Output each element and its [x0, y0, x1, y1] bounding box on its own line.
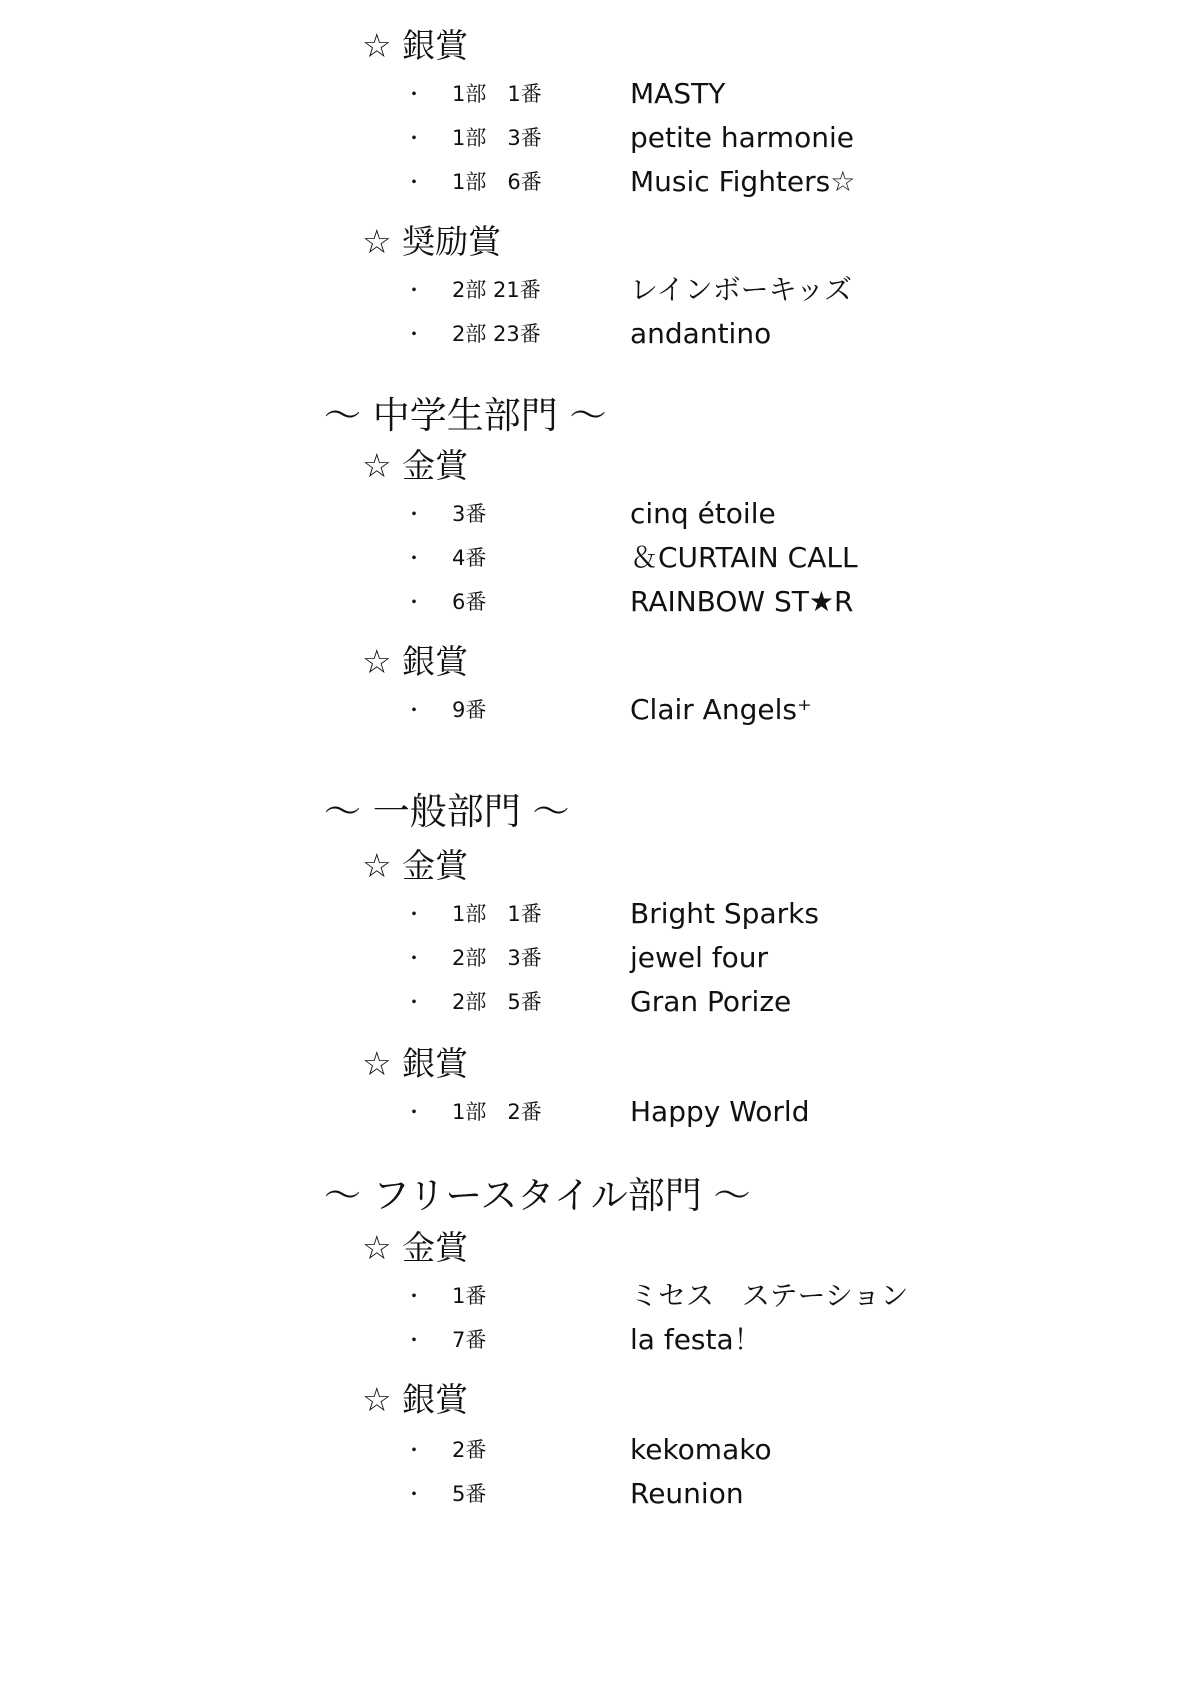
- entry-number: 4番: [452, 546, 487, 570]
- entry-name: ミセス ステーション: [630, 1279, 909, 1312]
- entry-name: Gran Porize: [630, 985, 792, 1018]
- list-item: [404, 120, 1164, 156]
- bullet: ・: [404, 82, 424, 106]
- entry-number: 2部 21番: [452, 278, 541, 302]
- bullet: ・: [404, 322, 424, 346]
- list-item: [404, 164, 1164, 200]
- entry-name: レインボーキッズ: [630, 273, 853, 306]
- list-item: [404, 1432, 1164, 1468]
- entry-number: 1部 1番: [452, 902, 542, 926]
- bullet: ・: [404, 1438, 424, 1462]
- bullet: ・: [404, 1284, 424, 1308]
- award-title: ☆ 銀賞: [362, 1044, 469, 1083]
- list-item: [404, 76, 1164, 112]
- list-item: [404, 272, 1164, 308]
- award-title: ☆ 銀賞: [362, 26, 469, 65]
- entry-name: kekomako: [630, 1433, 772, 1466]
- entry-name: Reunion: [630, 1477, 744, 1510]
- entry-number: 7番: [452, 1328, 487, 1352]
- entry-name: Bright Sparks: [630, 897, 819, 930]
- entry-name: ＆CURTAIN CALL: [630, 541, 858, 574]
- entry-number: 3番: [452, 502, 487, 526]
- entry-number: 2部 23番: [452, 322, 541, 346]
- entry-number: 1部 2番: [452, 1100, 542, 1124]
- list-item: [404, 692, 1164, 728]
- list-item: [404, 540, 1164, 576]
- entry-name: cinq étoile: [630, 497, 776, 530]
- award-title: ☆ 奨励賞: [362, 222, 502, 261]
- entry-number: 2部 5番: [452, 990, 542, 1014]
- entry-name: Happy World: [630, 1095, 810, 1128]
- entry-name: andantino: [630, 317, 772, 350]
- bullet: ・: [404, 1482, 424, 1506]
- entry-number: 2番: [452, 1438, 487, 1462]
- award-title: ☆ 銀賞: [362, 642, 469, 681]
- award-title: ☆ 金賞: [362, 846, 469, 885]
- award-title: ☆ 銀賞: [362, 1380, 469, 1419]
- division-heading: ～ フリースタイル部門 ～: [324, 1174, 751, 1217]
- bullet: ・: [404, 902, 424, 926]
- entry-number: 1番: [452, 1284, 487, 1308]
- list-item: [404, 496, 1164, 532]
- bullet: ・: [404, 278, 424, 302]
- entry-number: 1部 1番: [452, 82, 542, 106]
- entry-name: MASTY: [630, 77, 726, 110]
- list-item: [404, 940, 1164, 976]
- list-item: [404, 984, 1164, 1020]
- entry-name: la festa！: [630, 1323, 762, 1356]
- bullet: ・: [404, 1328, 424, 1352]
- award-title: ☆ 金賞: [362, 1228, 469, 1267]
- entry-number: 9番: [452, 698, 487, 722]
- award-title: ☆ 金賞: [362, 446, 469, 485]
- bullet: ・: [404, 170, 424, 194]
- bullet: ・: [404, 990, 424, 1014]
- bullet: ・: [404, 546, 424, 570]
- bullet: ・: [404, 1100, 424, 1124]
- bullet: ・: [404, 698, 424, 722]
- list-item: [404, 1278, 1164, 1314]
- entry-name: jewel four: [630, 941, 769, 974]
- division-heading: ～ 一般部門 ～: [324, 790, 570, 833]
- list-item: [404, 1322, 1164, 1358]
- entry-name: Clair Angels⁺: [630, 693, 812, 726]
- entry-name: RAINBOW ST★R: [630, 585, 854, 618]
- entry-name: petite harmonie: [630, 121, 854, 154]
- list-item: [404, 1476, 1164, 1512]
- bullet: ・: [404, 590, 424, 614]
- entry-number: 5番: [452, 1482, 487, 1506]
- bullet: ・: [404, 126, 424, 150]
- entry-number: 1部 3番: [452, 126, 542, 150]
- division-heading: ～ 中学生部門 ～: [324, 394, 607, 437]
- list-item: [404, 584, 1164, 620]
- entry-number: 1部 6番: [452, 170, 542, 194]
- entry-name: Music Fighters☆: [630, 165, 856, 198]
- bullet: ・: [404, 502, 424, 526]
- list-item: [404, 896, 1164, 932]
- bullet: ・: [404, 946, 424, 970]
- list-item: [404, 1094, 1164, 1130]
- entry-number: 2部 3番: [452, 946, 542, 970]
- list-item: [404, 316, 1164, 352]
- entry-number: 6番: [452, 590, 487, 614]
